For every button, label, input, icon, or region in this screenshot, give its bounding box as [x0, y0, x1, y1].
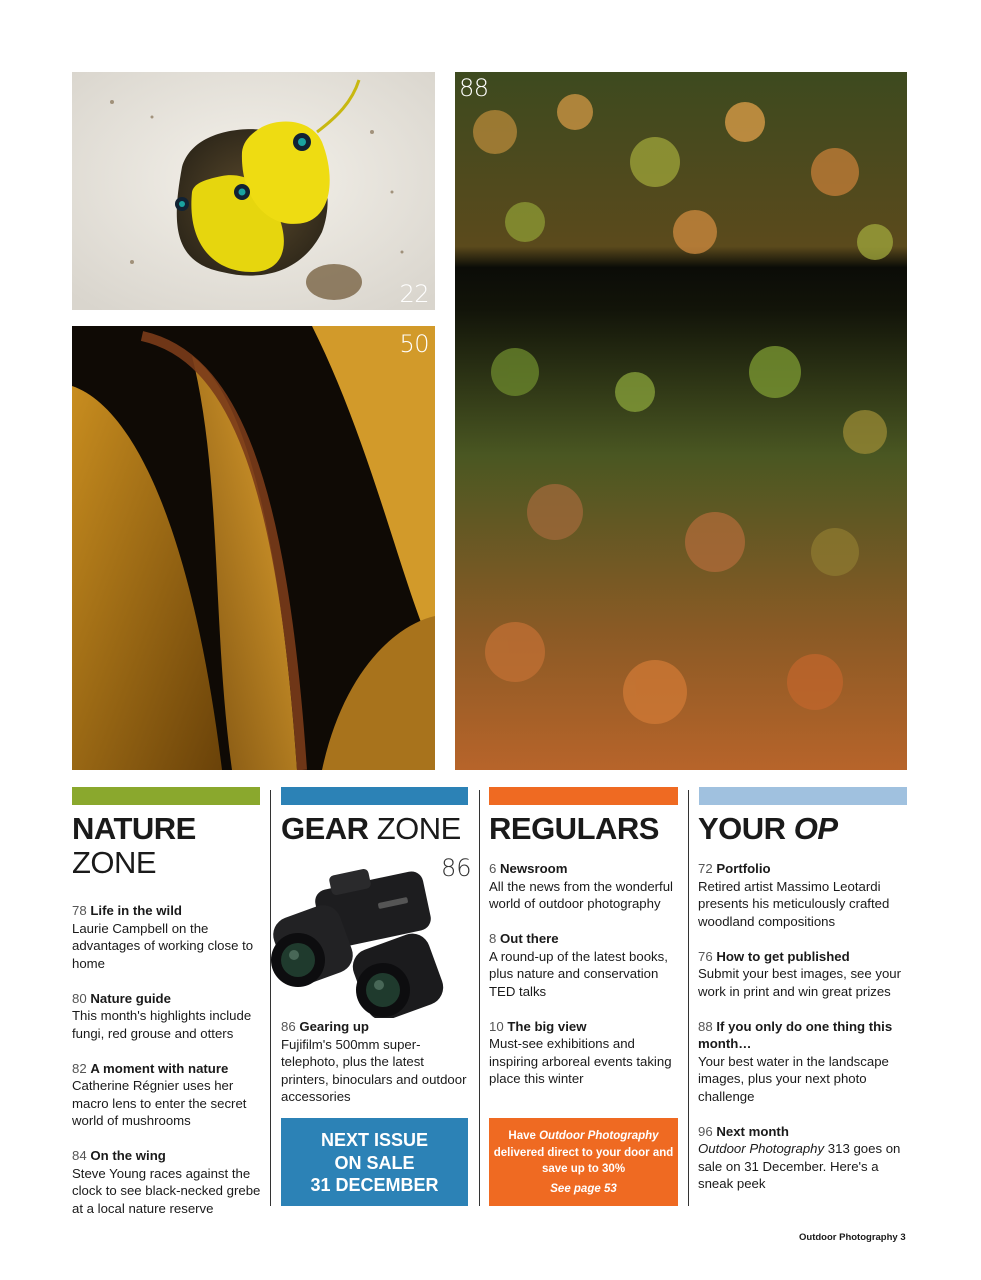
toc-entry[interactable]: 82 A moment with nature Catherine Régnier uses her macro lens to enter the secret world of mushrooms	[72, 1060, 247, 1128]
gear-image-page-number: 86	[441, 854, 472, 882]
regulars-bar	[489, 787, 678, 805]
toc-entry[interactable]: 76 How to get published Submit your best images, see your work in print and win great prizes	[698, 948, 902, 999]
toc-entry[interactable]: 6 Newsroom All the news from the wonderful world of outdoor photography	[489, 861, 673, 911]
nature-zone-column	[72, 812, 264, 1235]
forest-photo	[455, 72, 907, 770]
gear-zone-entry-wrap	[281, 1018, 471, 1123]
regulars-column	[489, 812, 677, 1105]
abstract-photo	[72, 326, 435, 770]
gear-zone-bar	[281, 787, 468, 805]
gear-zone-column	[281, 812, 471, 846]
toc-entry[interactable]: 80 Nature guide This month's highlights include fungi, red grouse and otters	[72, 990, 252, 1041]
your-op-bar	[699, 787, 907, 805]
see-page-link[interactable]: See page 53	[550, 1182, 617, 1195]
toc-entry[interactable]: 96 Next month Outdoor Photography 313 goes on sale on 31 December. Here's a sneak peek	[698, 1123, 901, 1191]
page-number-badge: 22	[399, 280, 429, 308]
fish-photo	[72, 72, 435, 310]
subscribe-box[interactable]: Have Outdoor Photography delivered direct to your door and save up to 30% See page 53	[489, 1118, 678, 1206]
regulars-heading: REGULARS	[489, 811, 659, 846]
column-divider	[688, 790, 689, 1206]
toc-entry[interactable]: 10 The big view Must-see exhibitions and inspiring arboreal events taking place this winter	[489, 1018, 672, 1086]
column-divider	[479, 790, 480, 1206]
your-op-heading: YOUR OP	[698, 811, 838, 846]
nature-zone-bar	[72, 787, 260, 805]
toc-entry[interactable]: 8 Out there A round-up of the latest books, plus nature and conservation TED talks	[489, 931, 668, 999]
page-number-badge: 50	[399, 330, 429, 358]
toc-entry[interactable]: 86 Gearing up Fujifilm's 500mm super-telephoto, plus the latest printers, binoculars and outdoor accessories	[281, 1019, 467, 1104]
toc-entry[interactable]: 84 On the wing Steve Young races against the clock to see black-necked grebe at a local nature reserve	[72, 1148, 261, 1216]
page-number-badge: 88	[459, 74, 489, 102]
nature-zone-heading: NATURE ZONE	[72, 811, 196, 880]
toc-entry[interactable]: 88 If you only do one thing this month… Your best water in the landscape images, plus your next photo challenge	[698, 1018, 893, 1104]
gear-zone-heading: GEAR ZONE	[281, 811, 461, 846]
page-footer: Outdoor Photography 3	[799, 1232, 906, 1243]
your-op-column	[698, 812, 904, 1210]
toc-entry[interactable]: 72 Portfolio Retired artist Massimo Leotardi presents his meticulously crafted woodland compositions	[698, 861, 890, 929]
toc-entry[interactable]: 78 Life in the wild Laurie Campbell on the advantages of working close to home	[72, 903, 254, 971]
next-issue-box: NEXT ISSUE ON SALE 31 DECEMBER	[281, 1118, 468, 1206]
